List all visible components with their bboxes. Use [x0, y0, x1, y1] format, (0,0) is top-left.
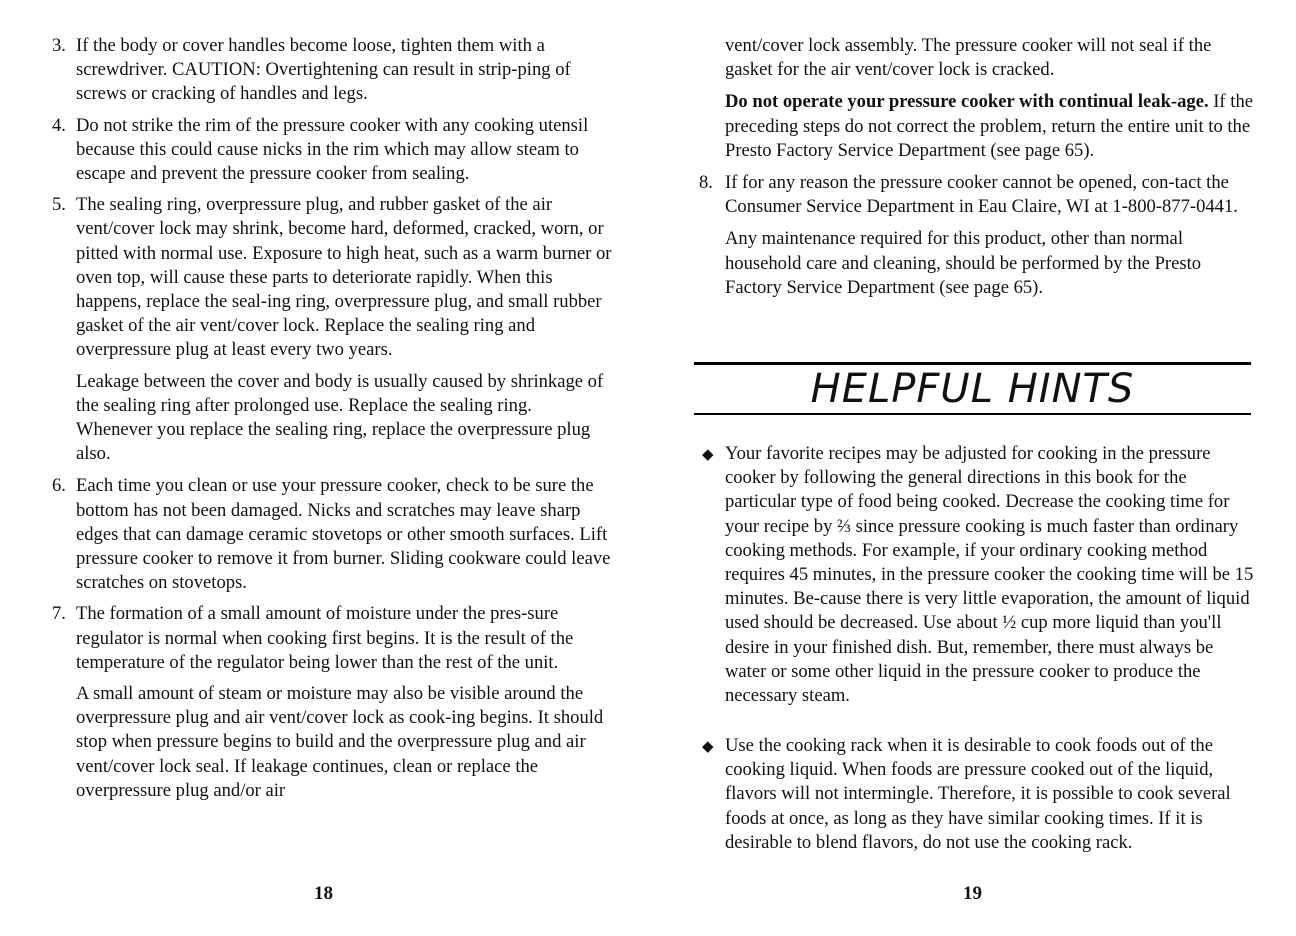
warning-paragraph: [694, 90, 1254, 163]
item-number: 8.: [699, 172, 713, 194]
hint-bullet-2: [694, 734, 1254, 855]
item-7-extra-paragraph: A small amount of steam or moisture may also be visible around the overpressure plug and air vent/cover lock as cook-ing begins. It should stop when pressure begins to build and the overpressure plug and air vent/cover lock seal. If leakage continues, clean or replace the overpressure plug and/or air: [76, 683, 604, 801]
maintenance-paragraph: Any maintenance required for this product, other than normal household care and cleaning, should be performed by the Presto Factory Service Department (see page 65).: [725, 228, 1202, 298]
list-item-7: [52, 602, 612, 675]
item-number: 7.: [52, 603, 66, 625]
item-text: If the body or cover handles become loose, tighten them with a screwdriver. CAUTION: Overtightening can result in strip-ping of screws or cracking of handles and legs.: [76, 35, 571, 105]
item-text: The formation of a small amount of moisture under the pres-sure regulator is normal when cooking first begins. It is the result of the temperature of the regulator being lower than the rest of the unit.: [76, 603, 574, 673]
list-item-3: [52, 34, 612, 107]
hint-bullet-1: [694, 442, 1254, 708]
hint-text: Your favorite recipes may be adjusted for cooking in the pressure cooker by following the general directions in this book for the particular type of food being cooked. Decrease the cooking time for your recipe by ⅔ since pressure cooking is much faster than ordinary cooking methods. For example, if your ordinary cooking method requires 45 minutes, in the pressure cooker the cooking time will be 15 minutes. Be-cause there is very little evaporation, the amount of liquid used should be decreased. Use about ½ cup more liquid than you'll desire in your finished dish. But, remember, there must always be water or some other liquid in the pressure cooker to produce the necessary steam.: [725, 443, 1254, 707]
diamond-bullet-icon: ◆: [702, 447, 714, 463]
list-item-6: [52, 474, 612, 595]
left-page: [52, 34, 612, 811]
item-text: Each time you clean or use your pressure cooker, check to be sure the bottom has not been damaged. Nicks and scratches may leave sharp edges that can damage ceramic stovetops or other smooth surfaces. Lift pressure cooker to remove it from burner. Sliding cookware could leave scratches on stovetops.: [76, 475, 611, 594]
warning-text: If the preceding steps do not correct the problem, return the entire unit to the Presto Factory Service Department (see page 65).: [725, 91, 1253, 161]
diamond-bullet-icon: ◆: [702, 739, 714, 755]
hint-text: Use the cooking rack when it is desirable to cook foods out of the cooking liquid. When foods are pressure cooked out of the liquid, flavors will not intermingle. Therefore, it is possible to cook several foods at once, as long as they have similar cooking times. If it is desirable to blend flavors, do not use the cooking rack.: [725, 735, 1231, 853]
page-number-left: 18: [314, 883, 333, 904]
section-title: HELPFUL HINTS: [810, 366, 1135, 412]
item-number: 5.: [52, 194, 66, 216]
item-text: The sealing ring, overpressure plug, and rubber gasket of the air vent/cover lock may shrink, become hard, deformed, cracked, worn, or pitted with normal use. Exposure to high heat, such as a warm burner or oven top, will cause these parts to deteriorate rapidly. When this happens, replace the seal-ing ring, overpressure plug, and small rubber gasket of the air vent/cover lock. Replace the sealing ring and overpressure plug at least every two years.: [76, 194, 612, 361]
list-item-5: [52, 193, 612, 362]
warning-bold: Do not operate your pressure cooker with continual leak-age.: [725, 91, 1209, 113]
list-item-4: [52, 114, 612, 187]
page-number-right: 19: [963, 883, 982, 904]
right-page: [694, 34, 1254, 308]
item-5-extra-paragraph: Leakage between the cover and body is usually caused by shrinkage of the sealing ring after prolonged use. Replace the sealing ring. Whenever you replace the sealing ring, replace the overpressure plug also.: [76, 370, 604, 465]
continuation-paragraph: vent/cover lock assembly. The pressure cooker will not seal if the gasket for the air vent/cover lock is cracked.: [725, 35, 1212, 81]
item-number: 4.: [52, 114, 66, 136]
item-number: 6.: [52, 475, 66, 497]
item-text: If for any reason the pressure cooker cannot be opened, con-tact the Consumer Service Department in Eau Claire, WI at 1-800-877-0441.: [725, 172, 1238, 218]
item-number: 3.: [52, 35, 66, 56]
title-rule-bottom: [694, 413, 1251, 415]
list-item-8: [694, 171, 1254, 219]
item-text: Do not strike the rim of the pressure cooker with any cooking utensil because this could cause nicks in the rim which may allow steam to escape and prevent the pressure cooker from sealing.: [76, 114, 589, 185]
